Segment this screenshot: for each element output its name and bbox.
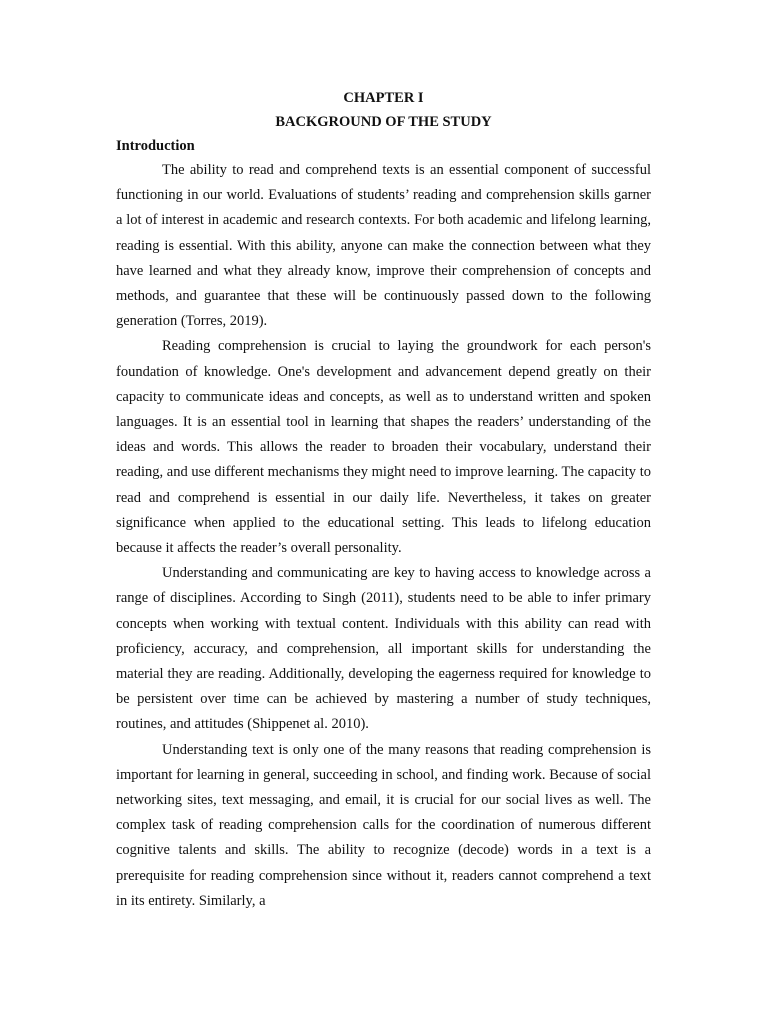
chapter-title: BACKGROUND OF THE STUDY <box>275 114 492 130</box>
paragraph: Reading comprehension is crucial to laying the groundwork for each person's foundation of knowledge. One's development and advancement depend greatly on their capacity to communicate ideas and concepts, as well as to understand written and spoken languages. It is an essential tool in learning that shapes the readers’ understanding of the ideas and words. This allows the reader to broaden their vocabulary, understand their reading, and use different mechanisms they might need to improve learning. The capacity to read and comprehend is essential in our daily life. Nevertheless, it takes on greater significance when applied to the educational setting. This leads to lifelong education because it affects the reader’s overall personality. <box>116 338 651 557</box>
section-heading: Introduction <box>116 138 195 154</box>
paragraph: Understanding text is only one of the many reasons that reading comprehension is important for learning in general, succeeding in school, and finding work. Because of social networking sites, text messaging, and email, it is crucial for our social lives as well. The complex task of reading comprehension calls for the coordination of numerous different cognitive talents and skills. The ability to recognize (decode) words in a text is a prerequisite for reading comprehension since without it, readers cannot comprehend a text in its entirety. Similarly, a <box>116 741 651 909</box>
chapter-heading: CHAPTER I <box>343 90 424 106</box>
document-page <box>116 86 651 914</box>
paragraph: The ability to read and comprehend texts is an essential component of successful functioning in our world. Evaluations of students’ reading and comprehension skills garner a lot of interest in academic and research contexts. For both academic and lifelong learning, reading is essential. With this ability, anyone can make the connection between what they have learned and what they already know, improve their comprehension of concepts and methods, and guarantee that these will be continuously passed down to the following generation (Torres, 2019). <box>116 162 651 330</box>
paragraph: Understanding and communicating are key to having access to knowledge across a range of disciplines. According to Singh (2011), students need to be able to infer primary concepts when working with textual content. Individuals with this ability can read with proficiency, accuracy, and comprehension, all important skills for understanding the material they are reading. Additionally, developing the eagerness required for knowledge to be persistent over time can be achieved by mastering a number of study techniques, routines, and attitudes (Shippenet al. 2010). <box>116 565 651 733</box>
